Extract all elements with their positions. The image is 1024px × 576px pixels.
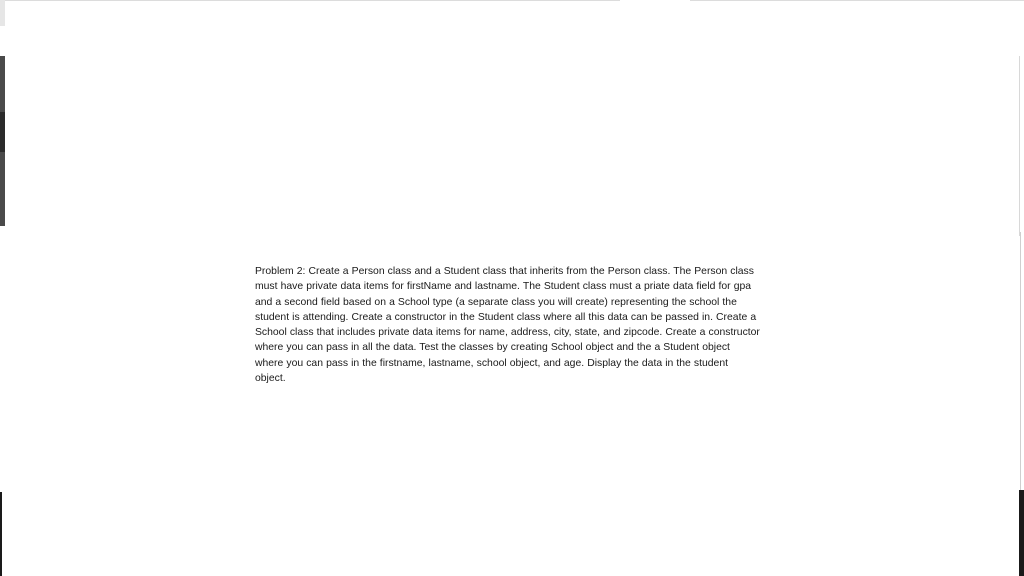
- left-scrollbar-thumb[interactable]: [0, 112, 5, 152]
- right-scroll-track-lower: [1020, 232, 1021, 492]
- top-left-tab: [0, 0, 5, 26]
- left-scrollbar[interactable]: [0, 56, 5, 226]
- right-scroll-track: [1019, 56, 1020, 236]
- top-border-gap: [620, 0, 690, 2]
- left-edge-line: [0, 492, 2, 576]
- problem-statement: Problem 2: Create a Person class and a Student class that inherits from the Person class. The Person class must have private data items for firstName and lastname. The Student class must a priate data field for gpa and a second field based on a School type (a separate class you will create) representing the school the student is attending. Create a constructor in the Student class where all this data can be passed in. Create a School class that includes private data items for name, address, city, state, and zipcode. Create a constructor where you can pass in all the data. Test the classes by creating School object and the a Student object where you can pass in the firstname, lastname, school object, and age. Display the data in the student object.: [255, 266, 760, 385]
- right-edge-bar: [1019, 490, 1024, 576]
- top-border: [0, 0, 1024, 1]
